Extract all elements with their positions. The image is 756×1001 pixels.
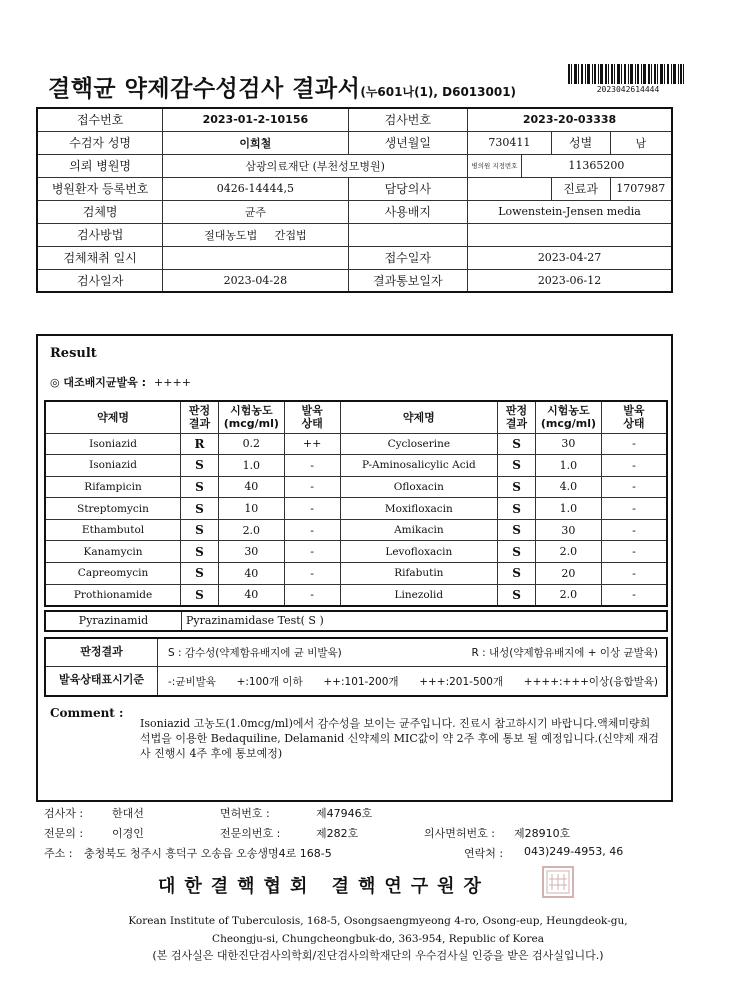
legend-growth-3: ++:101-200개 (323, 675, 399, 688)
drug-result: S (181, 498, 219, 520)
specialist-label: 전문의 : (44, 827, 84, 840)
drug-growth: - (601, 563, 667, 585)
drug-growth: - (284, 476, 340, 498)
dept-label: 진료과 (551, 177, 610, 200)
drug-concentration: 30 (535, 433, 601, 455)
col-result: 판정 결과 (181, 401, 219, 433)
drug-name: Rifabutin (340, 563, 498, 585)
info-row (37, 269, 672, 292)
drug-result: S (498, 584, 536, 606)
table-row (45, 498, 667, 520)
drug-name: Kanamycin (45, 541, 181, 563)
drug-result: S (498, 433, 536, 455)
barcode (568, 64, 684, 84)
hospital-code-label: 병의원 지정번호 (468, 154, 522, 177)
birth-label: 생년월일 (348, 131, 468, 154)
receipt-date-label: 접수일자 (348, 246, 468, 269)
method (163, 223, 348, 246)
control-growth-value: ++++ (154, 376, 191, 389)
drug-concentration: 1.0 (535, 455, 601, 477)
legend-result-r: R : 내성(약제함유배지에 + 이상 균발육) (471, 647, 658, 659)
drug-name: Streptomycin (45, 498, 181, 520)
result-section (36, 334, 673, 802)
drug-growth: - (284, 498, 340, 520)
col-growth: 발육 상태 (601, 401, 667, 433)
col-conc: 시험농도 (mcg/ml) (535, 401, 601, 433)
empty-cell (468, 223, 672, 246)
certification-note: (본 검사실은 대한진단검사의학회/진단검사의학재단의 우수검사실 인증을 받은 검사실입니다.) (152, 949, 604, 962)
receipt-date: 2023-04-27 (468, 246, 672, 269)
specimen: 균주 (163, 200, 348, 223)
drug-growth: - (601, 455, 667, 477)
doctor-name (468, 177, 552, 200)
drug-concentration: 40 (218, 584, 284, 606)
specialist-no-label: 전문의번호 : (220, 827, 281, 840)
drug-name: Amikacin (340, 519, 498, 541)
comment-label: Comment : (50, 706, 124, 720)
drug-growth: - (601, 433, 667, 455)
organization-name: 대한결핵협회 결핵연구원장 (158, 876, 490, 897)
patient-info-table (36, 107, 673, 293)
drug-concentration: 0.2 (218, 433, 284, 455)
legend-result-s: S : 감수성(약제함유배지에 균 비발육) (168, 647, 342, 659)
drug-name: Isoniazid (45, 433, 181, 455)
info-row (37, 154, 672, 177)
drug-concentration: 4.0 (535, 476, 601, 498)
drug-growth: - (284, 519, 340, 541)
drug-name: Moxifloxacin (340, 498, 498, 520)
drug-growth: - (601, 584, 667, 606)
english-address-line-1: Korean Institute of Tuberculosis, 168-5, Osongsaengmyeong 4-ro, Osong-eup, Heungdeok-gu, (128, 915, 628, 927)
footer-row (44, 845, 724, 865)
table-row (45, 519, 667, 541)
drug-result: S (498, 563, 536, 585)
drug-result: S (181, 519, 219, 541)
legend-growth-4: +++:201-500개 (419, 675, 504, 688)
drug-growth: - (284, 563, 340, 585)
drug-name: Linezolid (340, 584, 498, 606)
info-row (37, 200, 672, 223)
drug-growth: ++ (284, 433, 340, 455)
table-row (45, 433, 667, 455)
hospital-label: 의뢰 병원명 (37, 154, 163, 177)
specialist-no: 제282호 (316, 827, 359, 840)
exam-date-label: 검사일자 (37, 269, 163, 292)
table-header-row (45, 401, 667, 433)
receipt-no-label: 접수번호 (37, 108, 163, 131)
table-row (45, 541, 667, 563)
patient-reg-no: 0426-14444,5 (163, 177, 348, 200)
method-label: 검사방법 (37, 223, 163, 246)
col-drug: 약제명 (45, 401, 181, 433)
official-seal-icon (542, 866, 574, 898)
drug-concentration: 1.0 (535, 498, 601, 520)
patient-reg-label: 병원환자 등록번호 (37, 177, 163, 200)
english-address (40, 912, 716, 948)
examiner-label: 검사자 : (44, 807, 84, 820)
info-row (37, 177, 672, 200)
drug-table-body (45, 433, 667, 606)
control-growth-label: ◎ 대조배지균발육 : (50, 376, 147, 389)
comment-text: Isoniazid 고농도(1.0mcg/ml)에서 감수성을 보이는 균주입니다. 진료시 참고하시기 바랍니다.액체미량희석법을 이용한 Bedaquiline, Delamanid 신약제의 MIC값이 약 2주 후에 통보 될 예정입니다.(신약제 재검사 진행시 4주 후에 통보예정) (140, 717, 659, 760)
seal-pattern (544, 868, 572, 896)
drug-result: S (498, 498, 536, 520)
specimen-label: 검체명 (37, 200, 163, 223)
drug-name: Capreomycin (45, 563, 181, 585)
drug-result: S (181, 476, 219, 498)
legend-growth-5: ++++:+++이상(융합발육) (523, 675, 658, 688)
drug-growth: - (601, 541, 667, 563)
drug-concentration: 40 (218, 563, 284, 585)
doctor-license-no: 제28910호 (514, 827, 571, 840)
report-date-label: 결과통보일자 (348, 269, 468, 292)
exam-no-label: 검사번호 (348, 108, 468, 131)
collect-label: 검체채취 일시 (37, 246, 163, 269)
document-title: 결핵균 약제감수성검사 결과서(누601나(1), D6013001) (48, 76, 517, 102)
drug-growth: - (284, 541, 340, 563)
sex-label: 성별 (551, 131, 610, 154)
drug-concentration: 40 (218, 476, 284, 498)
result-heading: Result (50, 346, 97, 361)
drug-result: S (498, 541, 536, 563)
drug-name: Isoniazid (45, 455, 181, 477)
drug-growth: - (601, 519, 667, 541)
drug-result: S (181, 541, 219, 563)
drug-concentration: 2.0 (535, 541, 601, 563)
patient-name-label: 수검자 성명 (37, 131, 163, 154)
legend-table (44, 637, 668, 697)
barcode-number: 2023042614444 (596, 85, 660, 94)
hospital-code: 11365200 (521, 154, 672, 177)
drug-name: Ofloxacin (340, 476, 498, 498)
footer-row (44, 825, 724, 845)
info-row (37, 131, 672, 154)
drug-growth: - (601, 476, 667, 498)
drug-name: Levofloxacin (340, 541, 498, 563)
address-label: 주소 : (44, 847, 73, 860)
drug-result: S (498, 519, 536, 541)
col-result: 판정 결과 (498, 401, 536, 433)
drug-concentration: 30 (535, 519, 601, 541)
document-code: (누601나(1), D6013001) (360, 85, 517, 99)
table-row (45, 584, 667, 606)
drug-result: S (498, 476, 536, 498)
table-row (45, 455, 667, 477)
drug-result: S (181, 455, 219, 477)
drug-result: S (498, 455, 536, 477)
drug-growth: - (284, 584, 340, 606)
legend-result-label: 판정결과 (46, 639, 158, 666)
report-date: 2023-06-12 (468, 269, 672, 292)
empty-cell (348, 223, 468, 246)
drug-concentration: 20 (535, 563, 601, 585)
hospital-name: 삼광의료재단 (부천성모병원) (163, 154, 468, 177)
receipt-no: 2023-01-2-10156 (163, 108, 348, 131)
examiner-name: 한대선 (112, 807, 144, 820)
info-row (37, 223, 672, 246)
drug-result: R (181, 433, 219, 455)
col-conc: 시험농도 (mcg/ml) (218, 401, 284, 433)
drug-concentration: 2.0 (535, 584, 601, 606)
english-address-line-2: Cheongju-si, Chungcheongbuk-do, 363-954, Republic of Korea (212, 933, 544, 945)
legend-result-row (46, 639, 666, 667)
doctor-label: 담당의사 (348, 177, 468, 200)
dept: 1707987 (610, 177, 672, 200)
drug-concentration: 10 (218, 498, 284, 520)
info-row (37, 108, 672, 131)
contact: 043)249-4953, 46 (524, 845, 624, 858)
drug-concentration: 2.0 (218, 519, 284, 541)
sex: 남 (610, 131, 672, 154)
drug-result: S (181, 584, 219, 606)
legend-growth-row (46, 667, 666, 695)
medium-label: 사용배지 (348, 200, 468, 223)
drug-growth: - (601, 498, 667, 520)
control-growth (50, 374, 191, 390)
patient-name: 이희철 (163, 131, 348, 154)
col-growth: 발육 상태 (284, 401, 340, 433)
exam-no: 2023-20-03338 (468, 108, 672, 131)
col-drug: 약제명 (340, 401, 498, 433)
pza-value: Pyrazinamidase Test( S ) (186, 614, 324, 627)
footer-row (44, 805, 724, 825)
pza-label: Pyrazinamid (46, 612, 182, 630)
method-2: 간접법 (274, 228, 307, 242)
exam-date: 2023-04-28 (163, 269, 348, 292)
specialist-name: 이경인 (112, 827, 144, 840)
method-1: 절대농도법 (204, 228, 258, 242)
drug-susceptibility-table (44, 400, 668, 607)
table-row (45, 476, 667, 498)
legend-growth-2: +:100개 이하 (236, 675, 303, 688)
drug-name: Rifampicin (45, 476, 181, 498)
contact-label: 연락처 : (464, 847, 504, 860)
drug-growth: - (284, 455, 340, 477)
doctor-license-label: 의사면허번호 : (424, 827, 495, 840)
license-no: 제47946호 (316, 807, 373, 820)
drug-name: Cycloserine (340, 433, 498, 455)
legend-growth-1: -:균비발육 (168, 675, 216, 688)
medium: Lowenstein-Jensen media (468, 200, 672, 223)
pyrazinamide-row (44, 610, 668, 632)
drug-concentration: 1.0 (218, 455, 284, 477)
drug-concentration: 30 (218, 541, 284, 563)
license-label: 면허번호 : (220, 807, 270, 820)
info-row (37, 246, 672, 269)
table-row (45, 563, 667, 585)
drug-name: P-Aminosalicylic Acid (340, 455, 498, 477)
birth-date: 730411 (468, 131, 552, 154)
drug-name: Ethambutol (45, 519, 181, 541)
legend-growth-label: 발육상태표시기준 (46, 667, 158, 695)
signature-block (44, 805, 724, 865)
address: 충청북도 청주시 흥덕구 오송읍 오송생명4로 168-5 (84, 847, 332, 860)
collect-date (163, 246, 348, 269)
drug-name: Prothionamide (45, 584, 181, 606)
drug-result: S (181, 563, 219, 585)
